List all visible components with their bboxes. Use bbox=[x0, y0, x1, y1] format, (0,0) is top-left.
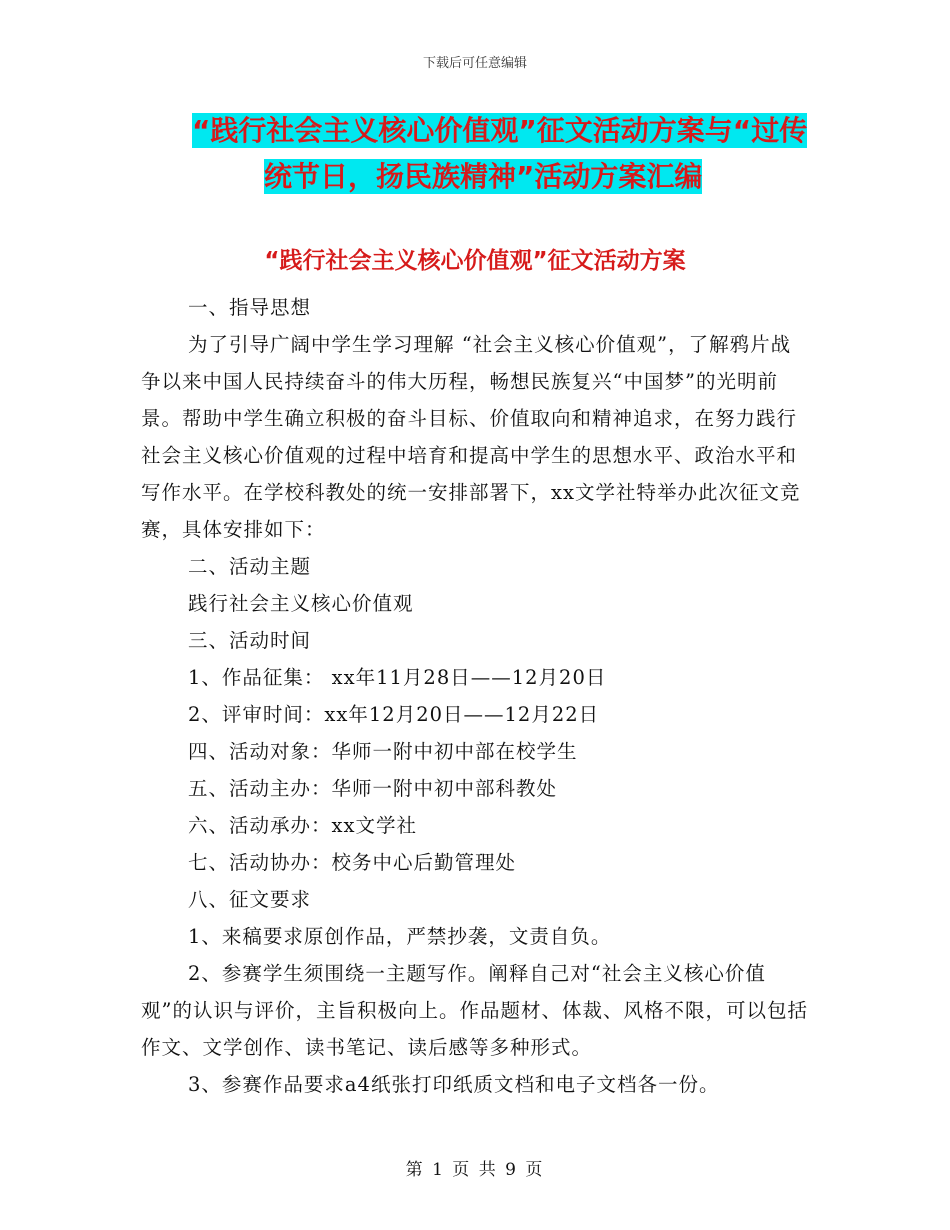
page-header: 下载后可任意编辑 bbox=[422, 56, 527, 71]
item-collection-time: 1、作品征集： xx年11月28日——12月20日 bbox=[188, 666, 607, 689]
section-title: “践行社会主义核心价值观”征文活动方案 bbox=[264, 248, 686, 274]
heading-guiding-ideology: 一、指导思想 bbox=[188, 296, 312, 319]
title-line-1: “践行社会主义核心价值观”征文活动方案与“过传 bbox=[192, 114, 808, 147]
page-footer: 第 1 页 共 9 页 bbox=[405, 1160, 545, 1180]
item-target: 四、活动对象：华师一附中初中部在校学生 bbox=[188, 740, 578, 763]
item-undertaker: 六、活动承办：xx文学社 bbox=[188, 814, 417, 837]
document-body bbox=[141, 289, 811, 1103]
item-organizer: 五、活动主办：华师一附中初中部科教处 bbox=[188, 777, 558, 800]
paragraph-guiding-ideology: 为了引导广阔中学生学习理解 “社会主义核心价值观”，了解鸦片战争以来中国人民持续奋斗的伟大历程，畅想民族复兴“中国梦”的光明前景。帮助中学生确立积极的奋斗目标、价值取向和精神追求，在努力践行社会主义核心价值观的过程中培育和提高中学生的思想水平、政治水平和写作水平。在学校科教处的统一安排部署下，xx文学社特举办此次征文竞赛，具体安排如下： bbox=[141, 333, 801, 541]
requirement-2: 2、参赛学生须围绕一主题写作。阐释自己对“社会主义核心价值观”的认识与评价，主旨积极向上。作品题材、体裁、风格不限，可以包括作文、文学创作、读书笔记、读后感等多种形式。 bbox=[141, 962, 808, 1059]
title-line-2: 统节日，扬民族精神”活动方案汇编 bbox=[264, 160, 703, 193]
item-co-organizer: 七、活动协办：校务中心后勤管理处 bbox=[188, 851, 517, 874]
document-title bbox=[140, 108, 810, 200]
heading-requirements: 八、征文要求 bbox=[188, 888, 312, 911]
item-review-time: 2、评审时间：xx年12月20日——12月22日 bbox=[188, 703, 600, 726]
heading-theme: 二、活动主题 bbox=[188, 555, 312, 578]
requirement-1: 1、来稿要求原创作品，严禁抄袭，文责自负。 bbox=[188, 925, 612, 948]
requirement-3: 3、参赛作品要求a4纸张打印纸质文档和电子文档各一份。 bbox=[188, 1073, 720, 1096]
paragraph-theme: 践行社会主义核心价值观 bbox=[188, 592, 414, 615]
heading-time: 三、活动时间 bbox=[188, 629, 312, 652]
